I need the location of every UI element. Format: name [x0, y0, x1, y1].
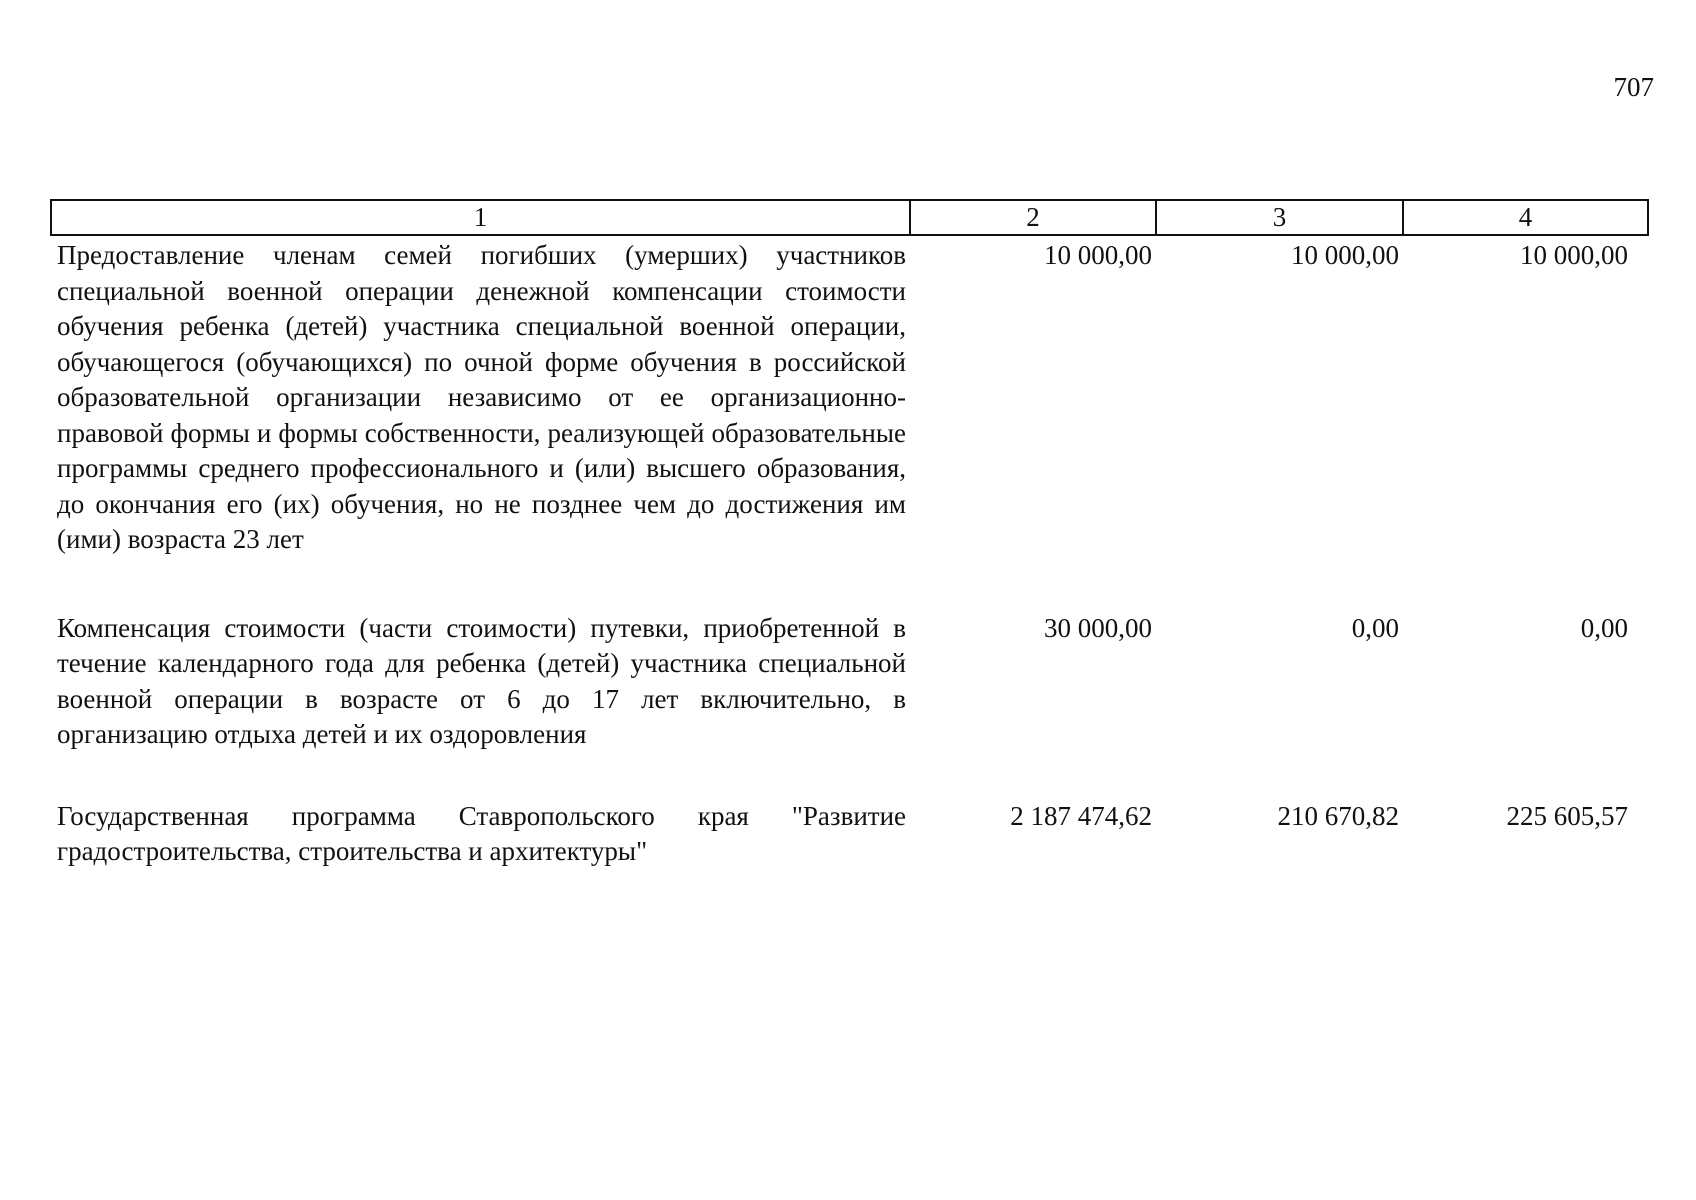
table-row [51, 235, 1648, 611]
row-value-col2: 2 187 474,62 [1010, 800, 1152, 831]
table-header [51, 200, 1648, 235]
row-description: Компенсация стоимости (части стоимости) путевки, приобретенной в течение календарного года для ребенка (детей) участника специальной военной операции в возрасте от 6 до 17 лет включительно, в организацию отдыха детей и их оздоровления [57, 612, 906, 749]
budget-table [50, 199, 1649, 870]
row-value-col2: 10 000,00 [1044, 240, 1152, 270]
header-col-4: 4 [1403, 200, 1648, 235]
table-row [51, 611, 1648, 799]
header-col-2: 2 [910, 200, 1156, 235]
row-value-col3: 10 000,00 [1291, 240, 1399, 270]
page-number: 707 [1613, 72, 1654, 102]
header-col-1: 1 [51, 200, 910, 235]
row-value-col4: 225 605,57 [1506, 800, 1628, 831]
table-body [51, 235, 1648, 870]
row-description: Государственная программа Ставропольского края "Развитие градостроительства, строительства и архитектуры" [57, 800, 906, 866]
header-row [51, 200, 1648, 235]
header-col-3: 3 [1156, 200, 1403, 235]
row-value-col3: 210 670,82 [1277, 800, 1399, 831]
row-description: Предоставление членам семей погибших (умерших) участников специальной военной операции денежной компенсации стоимости обучения ребенка (детей) участника специальной военной операции, обучающегося (обучающихся) по очной форме обучения в российской образовательной организации независимо от ее организационно-правовой формы и формы собственности, реализующей образовательные программы среднего профессионального и (или) высшего образования, до окончания его (их) обучения, но не позднее чем до достижения им (ими) возраста 23 лет [57, 240, 906, 554]
row-value-col4: 0,00 [1580, 612, 1628, 643]
row-value-col2: 30 000,00 [1044, 612, 1152, 643]
table-row [51, 799, 1648, 870]
row-value-col3: 0,00 [1351, 612, 1399, 643]
row-value-col4: 10 000,00 [1520, 240, 1628, 270]
